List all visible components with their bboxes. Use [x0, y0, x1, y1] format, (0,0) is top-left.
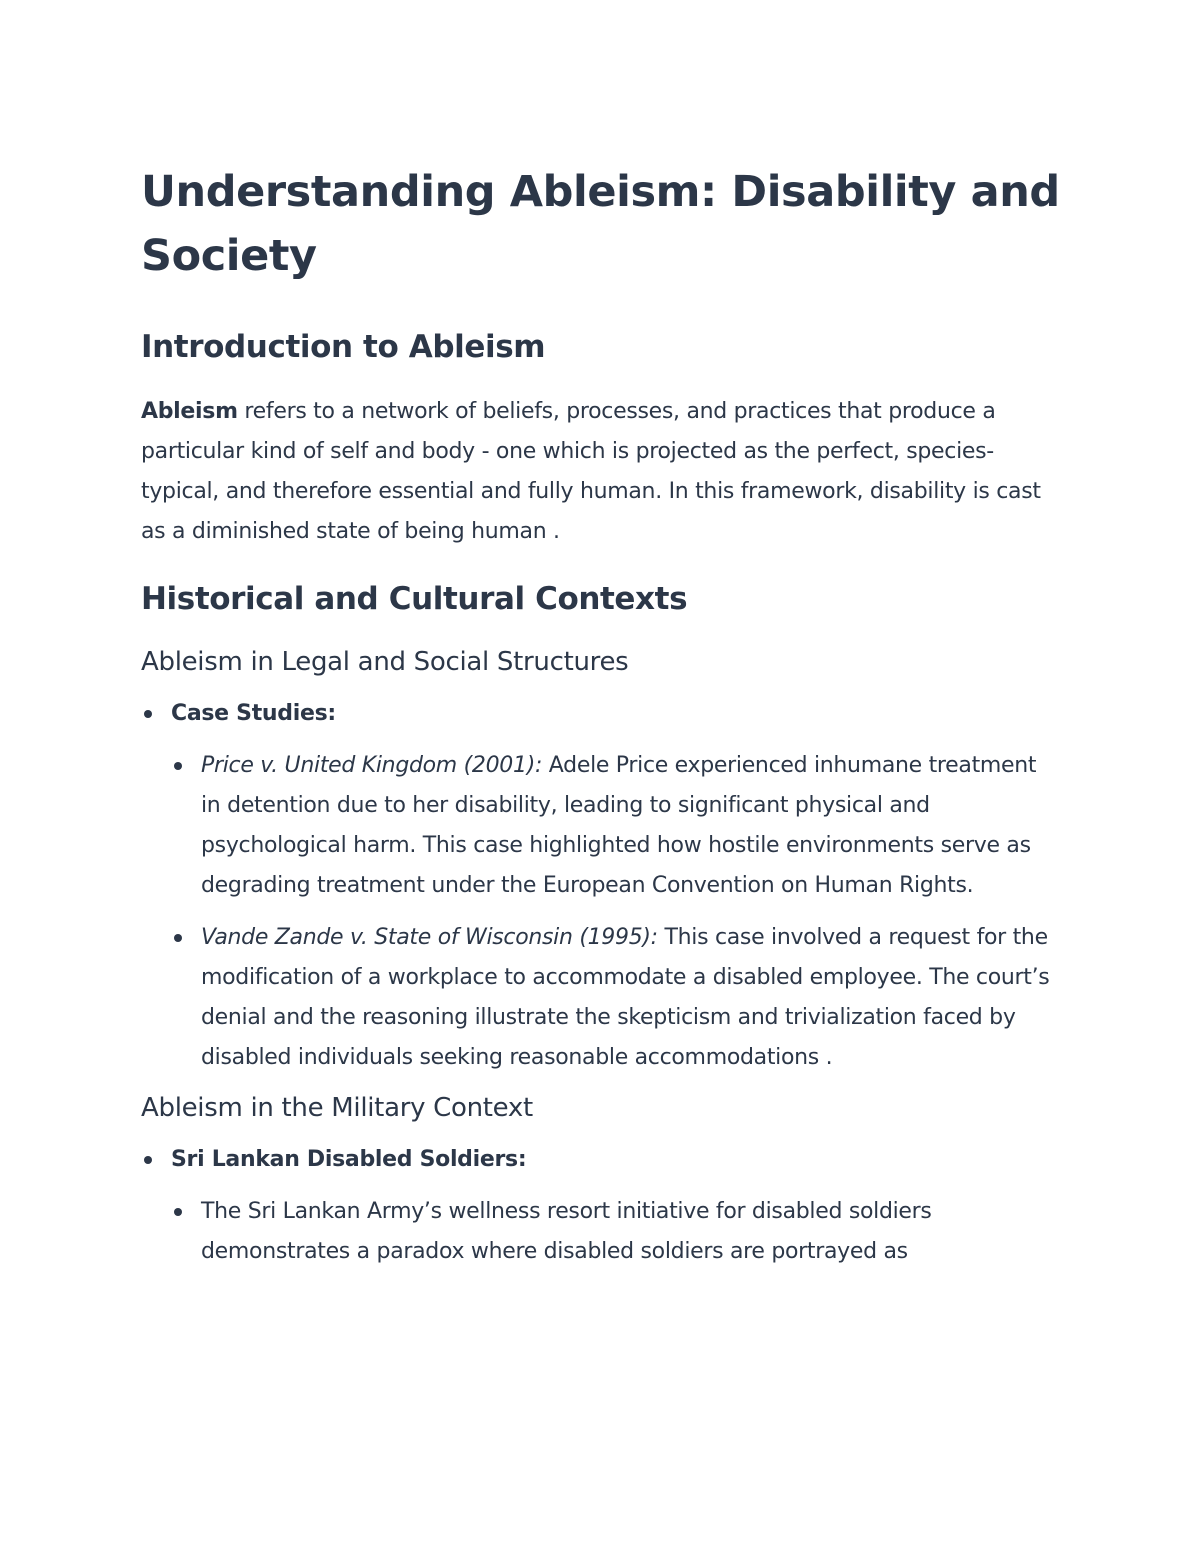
list-item-case-studies: [141, 694, 1061, 1078]
bullet-icon: [144, 710, 152, 718]
intro-paragraph: [141, 392, 1061, 552]
section-heading-historical: Historical and Cultural Contexts: [141, 581, 688, 617]
document-title: Understanding Ableism: Disability and Society: [141, 167, 1060, 281]
document-page: [141, 160, 1061, 1272]
intro-text: refers to a network of beliefs, processes, and practices that produce a particular kind of self and body - one which is projected as the perfect, species-typical, and therefore essential and fully human. In this framework, disability is cast as a diminished state of being human .: [141, 399, 1041, 544]
point-text: The Sri Lankan Army’s wellness resort initiative for disabled soldiers demonstrates a paradox where disabled soldiers are portrayed as: [201, 1199, 932, 1264]
bullet-icon: [144, 1156, 152, 1164]
military-list: [141, 1140, 1061, 1272]
list-item-case: [171, 746, 1061, 906]
case-text: This case involved a request for the modification of a workplace to accommodate a disabled employee. The court’s denial and the reasoning illustrate the skepticism and trivialization faced by disabled individuals seeking reasonable accommodations .: [201, 925, 1050, 1070]
case-studies-label: Case Studies:: [171, 701, 336, 726]
case-text: Adele Price experienced inhumane treatment in detention due to her disability, leading to significant physical and psychological harm. This case highlighted how hostile environments serve as degrading treatment under the European Convention on Human Rights.: [201, 753, 1037, 898]
list-item-case: [171, 918, 1061, 1078]
ableism-term: Ableism: [141, 399, 238, 424]
case-list: [171, 746, 1061, 1078]
case-name: Price v. United Kingdom (2001):: [201, 753, 543, 778]
list-item-sri-lankan-soldiers: [141, 1140, 1061, 1272]
subsection-heading-legal: Ableism in Legal and Social Structures: [141, 647, 629, 677]
bullet-icon: [174, 762, 182, 770]
military-points: [171, 1192, 1061, 1272]
list-item-point: [171, 1192, 1061, 1272]
bullet-icon: [174, 934, 182, 942]
legal-list: [141, 694, 1061, 1078]
section-heading-introduction: Introduction to Ableism: [141, 329, 546, 365]
sri-lankan-label: Sri Lankan Disabled Soldiers:: [171, 1147, 527, 1172]
subsection-heading-military: Ableism in the Military Context: [141, 1093, 533, 1123]
bullet-icon: [174, 1208, 182, 1216]
case-name: Vande Zande v. State of Wisconsin (1995):: [201, 925, 658, 950]
